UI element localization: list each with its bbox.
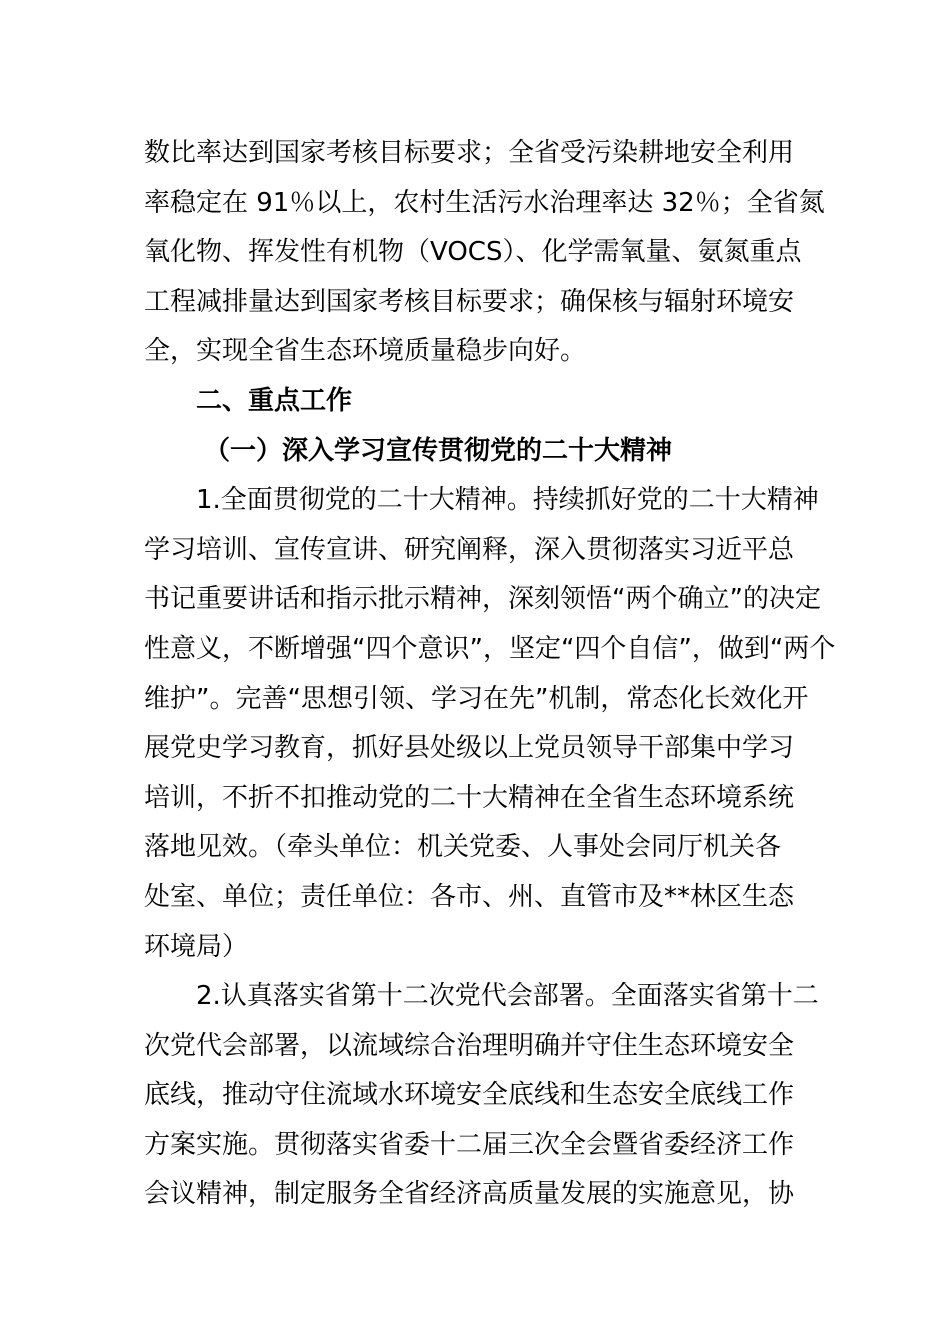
section-heading: 二、重点工作 (196, 385, 353, 416)
body-line: 全，实现全省生态环境质量稳步向好。 (144, 336, 587, 367)
body-line: 培训，不折不扣推动党的二十大精神在全省生态环境系统 (144, 782, 795, 813)
body-line: 性意义，不断增强“四个意识”，坚定“四个自信”，做到“两个 (144, 633, 836, 664)
body-line: 方案实施。贯彻落实省委十二届三次全会暨省委经济工作 (144, 1129, 795, 1160)
body-line: 处室、单位；责任单位：各市、州、直管市及**林区生态 (144, 881, 795, 912)
body-line: 1.全面贯彻党的二十大精神。持续抓好党的二十大精神 (196, 485, 819, 516)
body-line: 维护”。完善“思想引领、学习在先”机制，常态化长效化开 (144, 683, 809, 714)
body-line: 展党史学习教育，抓好县处级以上党员领导干部集中学习 (144, 733, 795, 764)
body-line: 数比率达到国家考核目标要求；全省受污染耕地安全利用 (144, 138, 795, 168)
document-body (144, 129, 836, 1220)
body-line: 落地见效。（牵头单位：机关党委、人事处会同厅机关各 (144, 832, 782, 863)
subsection-heading: （一）深入学习宣传贯彻党的二十大精神 (204, 435, 673, 466)
body-line: 次党代会部署，以流域综合治理明确并守住生态环境安全 (144, 1030, 795, 1061)
body-line: 底线，推动守住流域水环境安全底线和生态安全底线工作 (144, 1080, 795, 1111)
body-line: 率稳定在 91％以上，农村生活污水治理率达 32％；全省氮 (144, 187, 825, 218)
body-line: 2.认真落实省第十二次党代会部署。全面落实省第十二 (196, 981, 819, 1012)
body-line: 会议精神，制定服务全省经济高质量发展的实施意见，协 (144, 1179, 795, 1210)
body-line: 环境局） (144, 931, 249, 962)
body-line: 工程减排量达到国家考核目标要求；确保核与辐射环境安 (144, 286, 795, 317)
body-line: 氧化物、挥发性有机物（VOCS）、化学需氧量、氨氮重点 (144, 237, 802, 268)
body-line: 书记重要讲话和指示批示精神，深刻领悟“两个确立”的决定 (144, 584, 821, 615)
body-line: 学习培训、宣传宣讲、研究阐释，深入贯彻落实习近平总 (144, 534, 795, 565)
